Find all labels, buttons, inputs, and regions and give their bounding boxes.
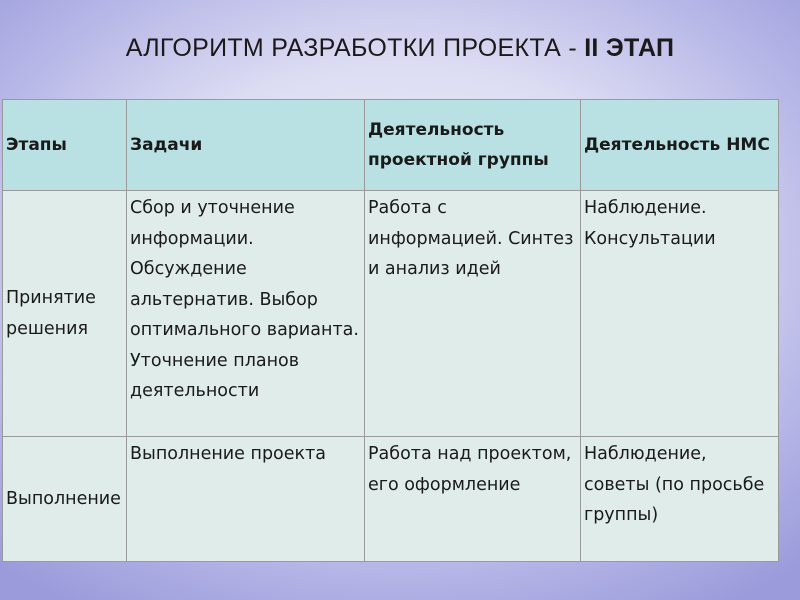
table-row <box>3 191 779 437</box>
tasks-cell <box>127 191 365 437</box>
header-nms-activity: Деятельность НМС <box>581 100 779 191</box>
stage-cell <box>3 437 127 562</box>
nms-activity-text: Наблюдение. Консультации <box>584 198 716 249</box>
tasks-text: Сбор и уточнение информации. Обсуждение альтернатив. Выбор оптимального варианта. Уточнение планов деятельности <box>130 198 359 401</box>
group-activity-cell <box>365 437 581 562</box>
stage-text: Принятие решения <box>6 288 96 339</box>
stage-text: Выполнение <box>6 488 121 509</box>
header-tasks: Задачи <box>127 100 365 191</box>
table-row <box>3 437 779 562</box>
tasks-text: Выполнение проекта <box>130 444 327 464</box>
nms-activity-cell <box>581 191 779 437</box>
group-activity-cell <box>365 191 581 437</box>
nms-activity-cell <box>581 437 779 562</box>
nms-activity-text: Наблюдение, советы (по просьбе группы) <box>584 444 765 525</box>
slide-title-text: АЛГОРИТМ РАЗРАБОТКИ ПРОЕКТА - <box>125 34 585 62</box>
group-activity-text: Работа над проектом, его оформление <box>368 444 572 495</box>
header-group-activity: Деятельность проектной группы <box>365 100 581 191</box>
header-stages: Этапы <box>3 100 127 191</box>
slide-title <box>0 34 800 63</box>
tasks-cell <box>127 437 365 562</box>
group-activity-text: Работа с информацией. Синтез и анализ идей <box>368 198 574 279</box>
stage-cell <box>3 191 127 437</box>
slide-title-stage: II ЭТАП <box>584 34 675 62</box>
stages-table <box>2 99 779 562</box>
table-header-row <box>3 100 779 191</box>
